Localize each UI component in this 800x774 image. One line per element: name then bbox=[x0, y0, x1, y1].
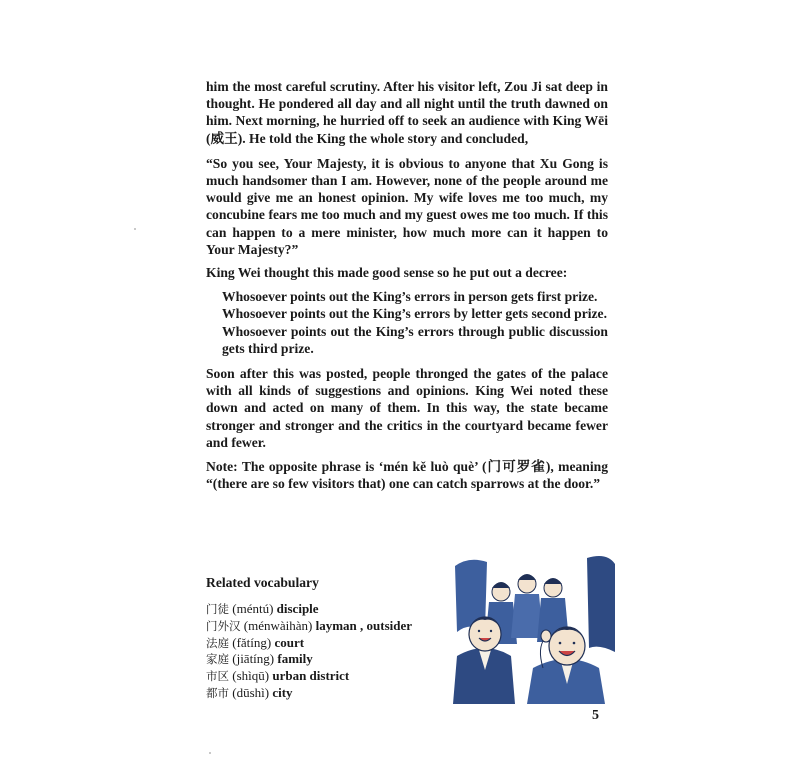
curtain-shape bbox=[587, 556, 615, 652]
paragraph-1: him the most careful scrutiny. After his visitor left, Zou Ji sat deep in thought. He pondered all day and all night until the truth dawned on him. Next morning, he hurried off to seek an audience with King Wēi (威王). He told the King the whole story and concluded, bbox=[206, 79, 608, 146]
vocab-pinyin: (shìqū) bbox=[232, 668, 270, 684]
vocab-meaning: court bbox=[274, 634, 305, 650]
vocabulary-item bbox=[206, 651, 466, 668]
vocab-pinyin: (méntú) bbox=[232, 601, 274, 616]
courtiers-illustration bbox=[449, 552, 619, 704]
decree-list bbox=[206, 288, 608, 357]
vocab-meaning: city bbox=[272, 684, 293, 700]
vocab-meaning: urban district bbox=[272, 668, 350, 684]
vocab-hanzi: 都市 bbox=[206, 685, 229, 700]
vocab-pinyin: (jiātíng) bbox=[232, 651, 275, 667]
vocab-meaning: layman , outsider bbox=[315, 617, 413, 633]
vocab-pinyin: (fǎtíng) bbox=[232, 634, 272, 650]
vocab-hanzi: 市区 bbox=[206, 669, 229, 684]
vocab-pinyin: (ménwàihàn) bbox=[243, 617, 313, 633]
note-paragraph bbox=[206, 458, 608, 492]
vocabulary-item bbox=[206, 635, 466, 652]
page-number: 5 bbox=[592, 708, 599, 723]
vocab-hanzi: 家庭 bbox=[206, 652, 229, 667]
note-label: Note: bbox=[206, 459, 238, 475]
vocabulary-item bbox=[206, 618, 466, 635]
related-vocabulary-section bbox=[206, 575, 466, 702]
paragraph-outcome: Soon after this was posted, people thronged the gates of the palace with all kinds of suggestions and opinions. King Wei noted these down and acted on many of them. In this way, the state became stronger and stronger and the critics in the courtyard became fewer and fewer. bbox=[206, 366, 608, 450]
vocabulary-list bbox=[206, 601, 466, 702]
vocab-pinyin: (dūshì) bbox=[232, 684, 270, 700]
scan-speck bbox=[134, 228, 136, 230]
decree-item-2: Whosoever points out the King’s errors by letter gets second prize. bbox=[222, 306, 607, 322]
vocab-hanzi: 法庭 bbox=[206, 635, 229, 650]
vocabulary-heading: Related vocabulary bbox=[206, 575, 319, 590]
paragraph-decree-intro: King Wei thought this made good sense so he put out a decree: bbox=[206, 265, 568, 281]
note-text: The opposite phrase is ‘mén kě luò què’ (门可罗雀), meaning “(there are so few visitors that) one can catch sparrows at the door.” bbox=[206, 459, 608, 492]
vocabulary-item bbox=[206, 601, 466, 618]
vocab-meaning: family bbox=[277, 651, 313, 667]
vocab-hanzi: 门徒 bbox=[206, 602, 229, 616]
vocabulary-item bbox=[206, 668, 466, 685]
decree-item-3: Whosoever points out the King’s errors through public discussion gets third prize. bbox=[222, 323, 608, 356]
vocab-meaning: disciple bbox=[276, 601, 319, 616]
paragraph-quote: “So you see, Your Majesty, it is obvious to anyone that Xu Gong is much handsomer than I am. However, none of the people around me would give me an honest opinion. My wife loves me too much, my concubine fears me too much and my guest owes me too much. If this can happen to a mere minister, how much more can it happen to Your Majesty?” bbox=[206, 155, 608, 257]
scan-speck bbox=[209, 752, 211, 754]
vocab-hanzi: 门外汉 bbox=[206, 618, 241, 633]
book-page-text bbox=[206, 78, 608, 492]
vocabulary-item bbox=[206, 685, 466, 702]
decree-item-1: Whosoever points out the King’s errors in person gets first prize. bbox=[222, 289, 598, 305]
